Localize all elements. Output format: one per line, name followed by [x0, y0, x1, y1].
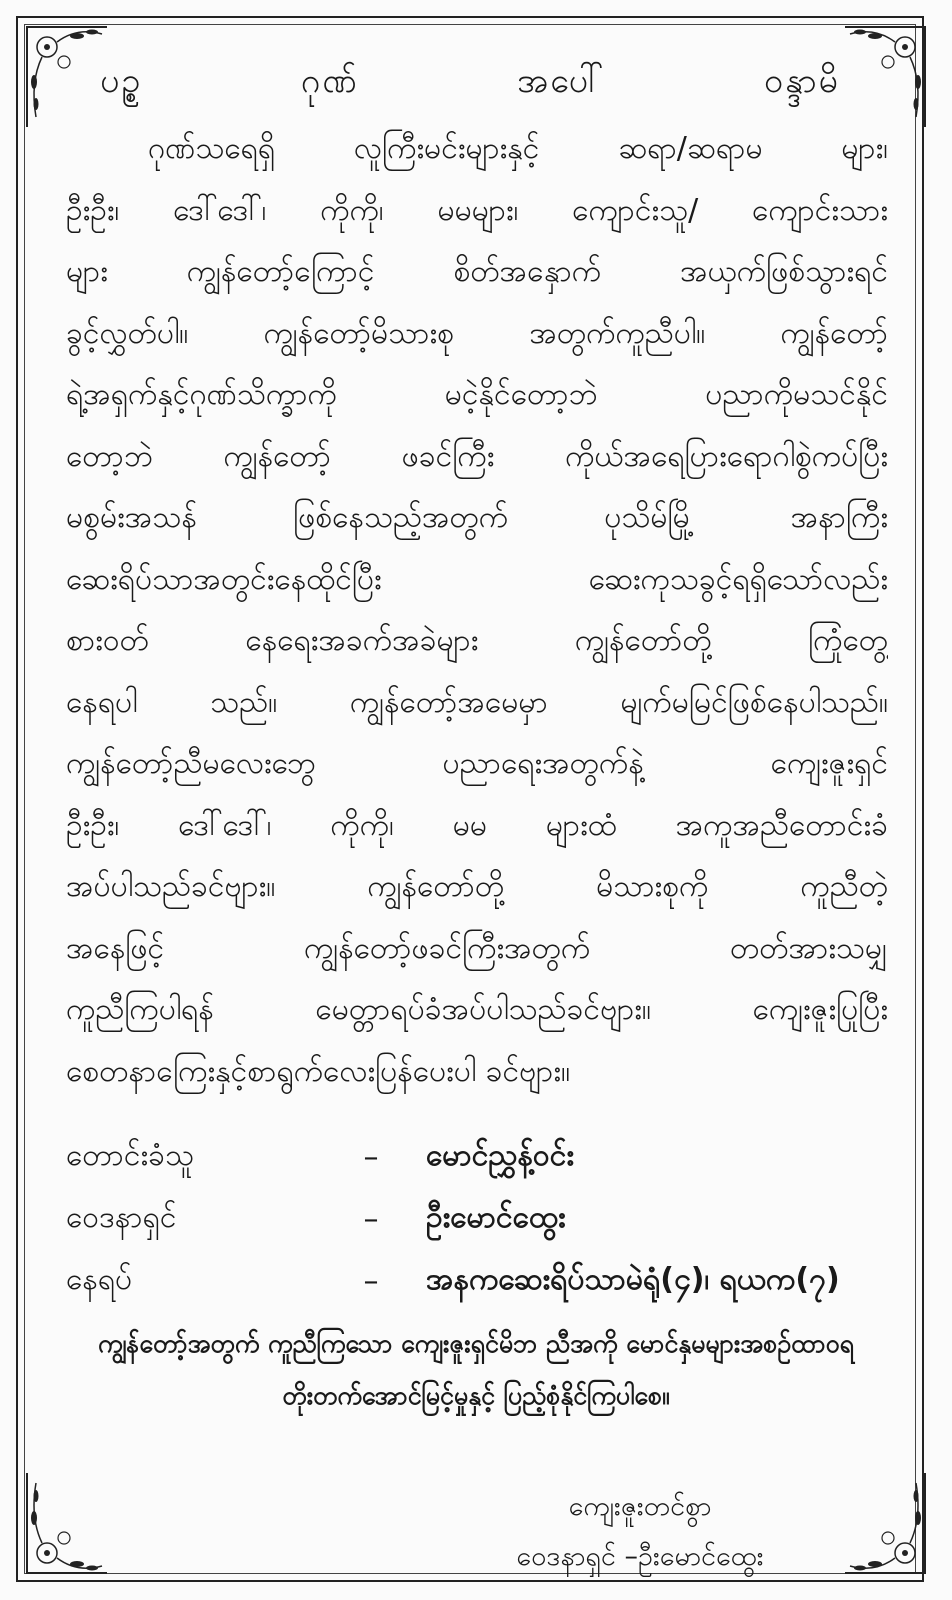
detail-row-address: [66, 1250, 896, 1312]
appeal-paragraph: [66, 118, 888, 1102]
page-heading: [100, 58, 840, 109]
detail-row-patient: [66, 1188, 896, 1250]
paragraph-line: နေရပါ သည်။ ကျွန်တော့်အမေမှာ မျက်မမြင်ဖြစ်နေပါသည်။: [66, 684, 888, 720]
detail-value: မောင်ညွှန့်ဝင်း: [426, 1137, 575, 1173]
paragraph-line: ဦးဦး၊ ဒေါ်ဒေါ်၊ ကိုကို၊ မမများ၊ ကျောင်းသူ/ ကျောင်းသား: [66, 192, 888, 228]
paragraph-line: မစွမ်းအသန် ဖြစ်နေသည့်အတွက် ပုသိမ်မြို့ အနာကြီး: [66, 500, 888, 535]
signature-name: ဝေဒနာရှင် –ဦးမောင်ထွေး: [516, 1541, 764, 1572]
signature-thanks: ကျေးဇူးတင်စွာ: [568, 1491, 712, 1522]
paragraph-line: ခွင့်လွှတ်ပါ။ ကျွန်တော့်မိသားစု အတွက်ကူညီပါ။ ကျွန်တော့်: [66, 315, 888, 351]
detail-value: ဦးမောင်ထွေး: [426, 1199, 566, 1235]
paragraph-line: ရဲ့အရှက်နှင့်ဂုဏ်သိက္ခာကို မငဲ့နိုင်တော့ဘဲ ပညာကိုမသင်နိုင်: [66, 377, 888, 412]
heading-word: ဂုဏ်: [300, 61, 359, 101]
paragraph-line: တော့ဘဲ ကျွန်တော့် ဖခင်ကြီး ကိုယ်အရေပြားရောဂါစွဲကပ်ပြီး: [66, 438, 888, 474]
closing-line: တိုးတက်အောင်မြင့်မှုနှင့် ပြည့်စုံနိုင်ကြပါစေ။: [282, 1381, 670, 1410]
paragraph-line: စားဝတ် နေရေးအခက်အခဲများ ကျွန်တော်တို့ ကြုံတွေ့: [66, 623, 888, 658]
detail-separator: –: [363, 1139, 379, 1175]
paragraph-line: ဂုဏ်သရေရှိ လူကြီးမင်းများနှင့် ဆရာ/ဆရာမ များ၊: [148, 131, 888, 166]
floral-corner-ornament: [22, 1468, 112, 1578]
detail-label: ဝေဒနာရှင်: [66, 1199, 177, 1235]
signature-block: [430, 1482, 850, 1582]
floral-corner-ornament: [840, 22, 930, 132]
paragraph-line: ကူညီကြပါရန် မေတ္တာရပ်ခံအပ်ပါသည်ခင်ဗျား။ ကျေးဇူးပြုပြီး: [66, 992, 888, 1027]
closing-line: ကျွန်တော့်အတွက် ကူညီကြသော ကျေးဇူးရှင်မိဘ ညီအကို မောင်နှမများအစဉ်ထာဝရ: [98, 1329, 854, 1358]
paragraph-line: ကျွန်တော့်ညီမလေးဘွေ ပညာရေးအတွက်နဲ့ ကျေးဇူးရှင်: [66, 746, 888, 781]
paragraph-line: စေတနာကြေးနှင့်စာရွက်လေးပြန်ပေးပါ ခင်ဗျား။: [66, 1053, 571, 1089]
heading-word: ပဉ္စ: [100, 61, 143, 101]
heading-word: ဝန္ဒာမိ: [763, 61, 840, 101]
detail-separator: –: [363, 1263, 379, 1299]
paragraph-line: ဆေးရိပ်သာအတွင်းနေထိုင်ပြီး ဆေးကုသခွင့်ရရှိသော်လည်း: [66, 561, 888, 597]
paragraph-line: များ ကျွန်တော့်ကြောင့် စိတ်အနှောက် အယှက်ဖြစ်သွားရင်: [66, 254, 888, 289]
paragraph-line: ဦးဦး၊ ဒေါ်ဒေါ်၊ ကိုကို၊ မမ များထံ အကူအညီတောင်းခံ: [66, 807, 888, 843]
details-list: [66, 1126, 896, 1312]
detail-separator: –: [363, 1201, 379, 1237]
detail-row-requester: [66, 1126, 896, 1188]
paragraph-line: အနေဖြင့် ကျွန်တော့်ဖခင်ကြီးအတွက် တတ်အားသမျှ: [66, 930, 888, 966]
detail-label: နေရပ်: [66, 1261, 133, 1297]
floral-corner-ornament: [22, 22, 112, 132]
floral-corner-ornament: [840, 1468, 930, 1578]
detail-value: အနကဆေးရိပ်သာမဲရုံ(၄)၊ ရယက(၇): [426, 1261, 840, 1297]
detail-label: တောင်းခံသူ: [66, 1137, 194, 1173]
heading-word: အပေါ်: [516, 61, 606, 101]
closing-blessing: [40, 1318, 912, 1422]
paragraph-line: အပ်ပါသည်ခင်ဗျား။ ကျွန်တော်တို့ မိသားစုကို ကူညီတဲ့: [66, 869, 888, 904]
